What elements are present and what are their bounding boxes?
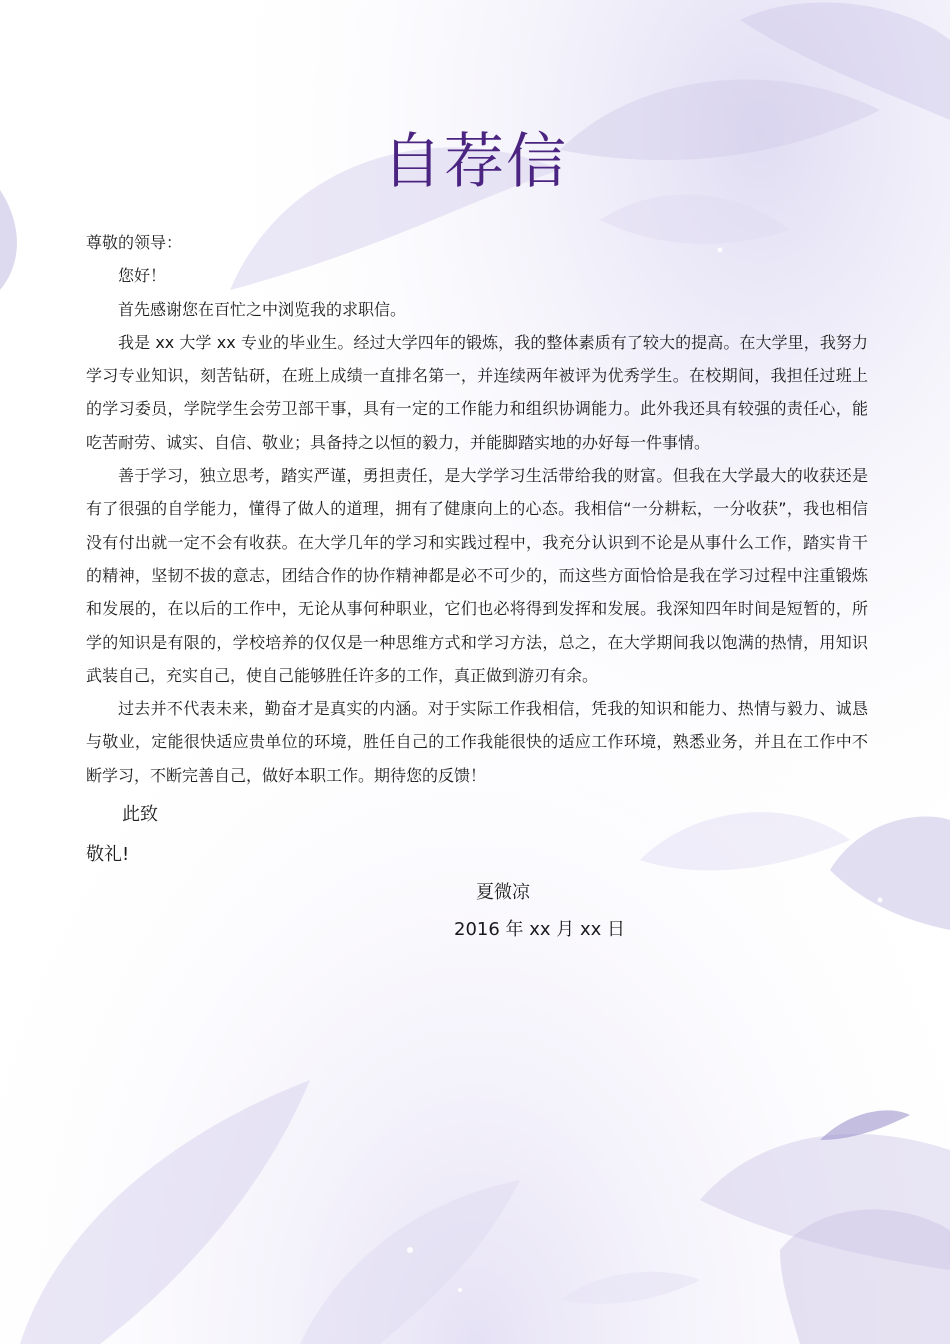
letter-body: [86, 226, 868, 792]
paragraph-3: 善于学习，独立思考，踏实严谨，勇担责任，是大学学习生活带给我的财富。但我在大学最大的收获还是有了很强的自学能力，懂得了做人的道理，拥有了健康向上的心态。我相信“一分耕耘，一分收获”，我也相信没有付出就一定不会有收获。在大学几年的学习和实践过程中，我充分认识到不论是从事什么工作，踏实肯干的精神，坚韧不拔的意志，团结合作的协作精神都是必不可少的，而这些方面恰恰是我在学习过程中注重锻炼和发展的，在以后的工作中，无论从事何种职业，它们也必将得到发挥和发展。我深知四年时间是短暂的，所学的知识是有限的，学校培养的仅仅是一种思维方式和学习方法，总之，在大学期间我以饱满的热情，用知识武装自己，充实自己，使自己能够胜任许多的工作，真正做到游刃有余。: [86, 466, 868, 685]
page-title: 自荐信: [382, 127, 568, 197]
paragraph-1: 首先感谢您在百忙之中浏览我的求职信。: [118, 299, 407, 319]
paragraph-2: 我是 xx 大学 xx 专业的毕业生。经过大学四年的锻炼，我的整体素质有了较大的提高。在大学里，我努力学习专业知识，刻苦钻研，在班上成绩一直排名第一，并连续两年被评为优秀学生。在校期间，我担任过班上的学习委员，学院学生会劳卫部干事，具有一定的工作能力和组织协调能力。此外我还具有较强的责任心，能吃苦耐劳、诚实、自信、敬业；具备持之以恒的毅力，并能脚踏实地的办好每一件事情。: [86, 332, 868, 452]
signature-date: 2016 年 xx 月 xx 日: [454, 919, 626, 940]
salutation: 尊敬的领导：: [86, 233, 183, 252]
greeting: 您好！: [118, 266, 167, 286]
signature-name: 夏微凉: [476, 882, 530, 903]
closing-line-2: 敬礼!: [86, 844, 130, 865]
closing-line-1: 此致: [122, 804, 158, 825]
paragraph-4: 过去并不代表未来，勤奋才是真实的内涵。对于实际工作我相信，凭我的知识和能力、热情与毅力、诚恳与敬业，定能很快适应贵单位的环境，胜任自己的工作我能很快的适应工作环境，熟悉业务，并且在工作中不断学习，不断完善自己，做好本职工作。期待您的反馈！: [86, 699, 868, 785]
